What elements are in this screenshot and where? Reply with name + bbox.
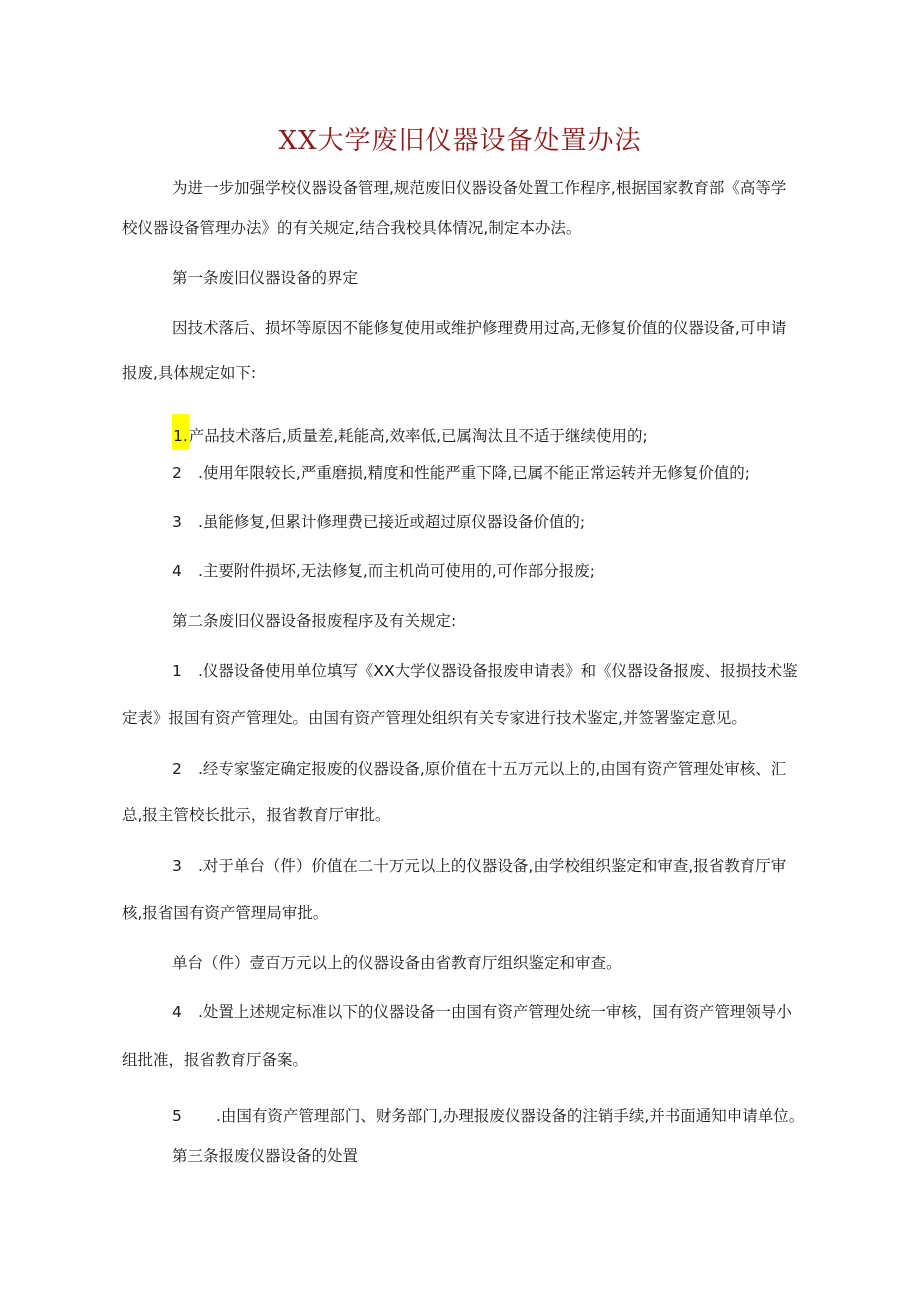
article-1-item-4 xyxy=(172,561,595,581)
item-text: .处置上述规定标准以下的仪器设备一由国有资产管理处统一审核，国有资产管理领导小 xyxy=(198,1003,792,1021)
article-1-heading: 第一条废旧仪器设备的界定 xyxy=(172,269,359,287)
item-number: 1 xyxy=(172,662,182,680)
article-2-item-3-continuation: 核,报省国有资产管理局审批。 xyxy=(122,904,329,922)
item-text: .使用年限较长,严重磨损,精度和性能严重下降,已属不能正常运转并无修复价值的; xyxy=(198,464,750,482)
article-1-item-3 xyxy=(172,512,585,532)
article-2-item-1 xyxy=(172,661,798,681)
document-title: XX大学废旧仪器设备处置办法 xyxy=(278,126,642,156)
item-text: .经专家鉴定确定报废的仪器设备,原价值在十五万元以上的,由国有资产管理处审核、汇 xyxy=(198,760,787,778)
item-text: .仪器设备使用单位填写《XX大学仪器设备报废申请表》和《仪器设备报废、报损技术鉴 xyxy=(198,662,798,680)
item-number: 3 xyxy=(172,857,182,875)
article-2-item-4 xyxy=(172,1002,792,1022)
intro-line-1: 为进一步加强学校仪器设备管理,规范废旧仪器设备处置工作程序,根据国家教育部《高等学 xyxy=(172,179,787,197)
item-text: 产品技术落后,质量差,耗能高,效率低,已属淘汰且不适于继续使用的; xyxy=(188,427,648,445)
item-number: 4 xyxy=(172,1003,182,1021)
item-text: .由国有资产管理部门、财务部门,办理报废仪器设备的注销手续,并书面通知申请单位。 xyxy=(216,1107,805,1125)
article-2-item-2-continuation: 总,报主管校长批示，报省教育厅审批。 xyxy=(122,806,391,824)
item-text: .主要附件损坏,无法修复,而主机尚可使用的,可作部分报废; xyxy=(198,562,595,580)
article-2-note: 单台（件）壹百万元以上的仪器设备由省教育厅组织鉴定和审查。 xyxy=(172,954,622,972)
item-number: 2 xyxy=(172,464,182,482)
item-number: 3 xyxy=(172,513,182,531)
article-2-item-5 xyxy=(172,1106,804,1126)
article-1-item-2 xyxy=(172,463,750,483)
item-number: 4 xyxy=(172,562,182,580)
item-number: 5 xyxy=(172,1107,182,1125)
article-1-paragraph-line-1: 因技术落后、损坏等原因不能修复使用或维护修理费用过高,无修复价值的仪器设备,可申请 xyxy=(172,319,787,337)
article-2-item-1-continuation: 定表》报国有资产管理处。由国有资产管理处组织有关专家进行技术鉴定,并签署鉴定意见。 xyxy=(122,709,747,727)
article-1-item-1 xyxy=(172,414,648,450)
intro-line-2: 校仪器设备管理办法》的有关规定,结合我校具体情况,制定本办法。 xyxy=(122,219,582,237)
article-2-item-4-continuation: 组批准，报省教育厅备案。 xyxy=(122,1051,309,1069)
article-1-paragraph-line-2: 报废,具体规定如下: xyxy=(122,364,257,382)
article-2-item-3 xyxy=(172,856,786,876)
item-number: 2 xyxy=(172,760,182,778)
item-text: .对于单台（件）价值在二十万元以上的仪器设备,由学校组织鉴定和审查,报省教育厅审 xyxy=(198,857,787,875)
article-2-item-2 xyxy=(172,759,786,779)
item-text: .虽能修复,但累计修理费已接近或超过原仪器设备价值的; xyxy=(198,513,586,531)
article-3-heading: 第三条报废仪器设备的处置 xyxy=(172,1147,359,1165)
highlighted-item-number: 1. xyxy=(172,414,189,450)
article-2-heading: 第二条废旧仪器设备报废程序及有关规定: xyxy=(172,612,457,630)
